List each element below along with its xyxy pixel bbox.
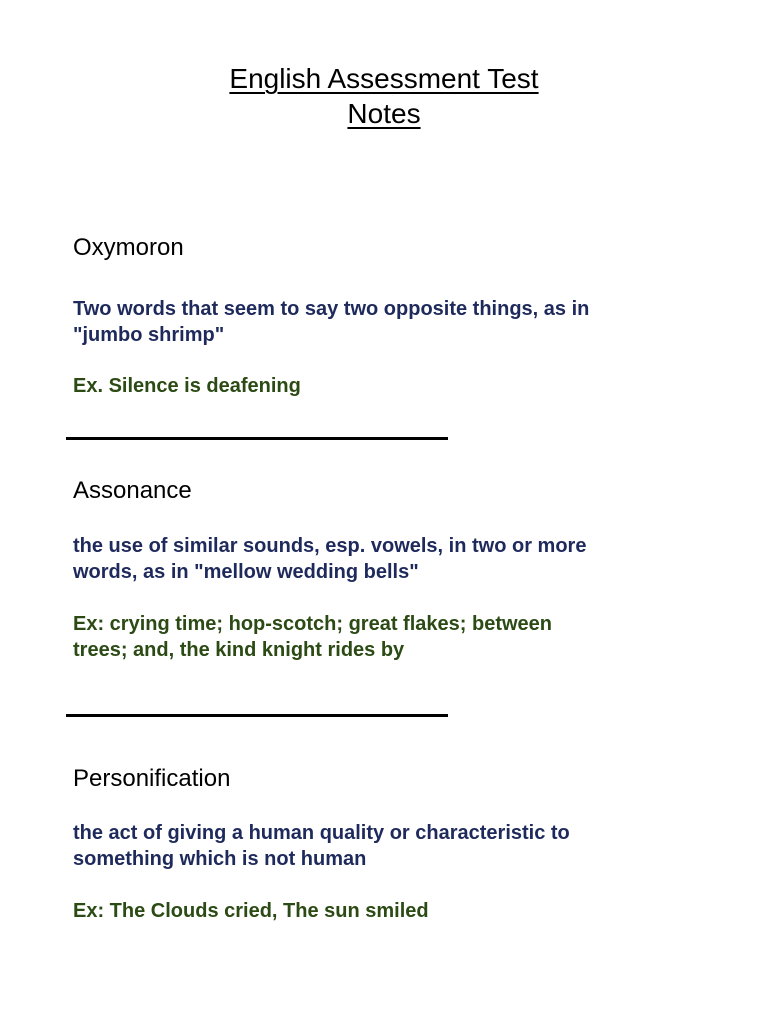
term-definition-assonance: the use of similar sounds, esp. vowels, in two or more words, as in "mellow wedding bells" [73, 535, 587, 583]
document-title-line-2: Notes [347, 98, 421, 129]
term-definition-personification: the act of giving a human quality or characteristic to something which is not human [73, 822, 570, 870]
term-example-oxymoron: Ex. Silence is deafening [73, 375, 301, 397]
section-divider [66, 714, 448, 717]
term-heading-oxymoron: Oxymoron [73, 234, 184, 261]
term-heading-assonance: Assonance [73, 477, 192, 504]
term-example-personification: Ex: The Clouds cried, The sun smiled [73, 900, 429, 922]
section-divider [66, 437, 448, 440]
term-example-assonance: Ex: crying time; hop-scotch; great flakes; between trees; and, the kind knight rides by [73, 613, 552, 661]
term-definition-oxymoron: Two words that seem to say two opposite things, as in "jumbo shrimp" [73, 298, 590, 346]
document-title-line-1: English Assessment Test [229, 63, 539, 94]
term-heading-personification: Personification [73, 765, 231, 792]
